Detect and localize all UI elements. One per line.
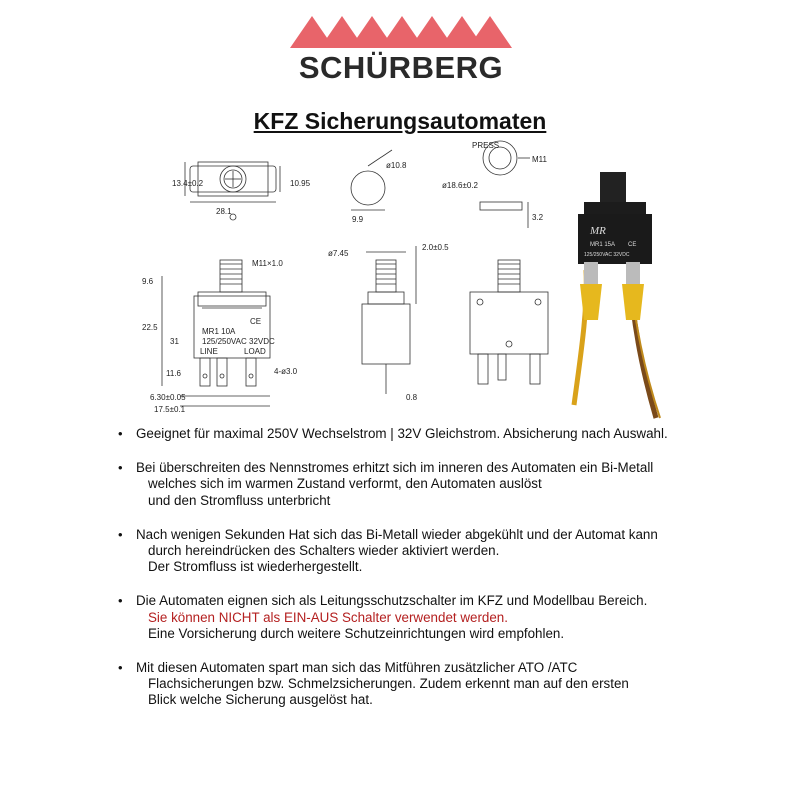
dim-96: 9.6 [142, 277, 154, 286]
dim-175: 17.5±0.1 [154, 405, 186, 414]
photo-model: MR1 15A [590, 242, 616, 248]
line-label: LINE [200, 347, 218, 356]
bullet-line: und den Stromfluss unterbricht [148, 492, 331, 508]
photo-rating: 125/250VAC 32VDC [584, 252, 630, 258]
dim-630: 6.30±0.05 [150, 393, 186, 402]
dim-cap-dia: ø18.6±0.2 [442, 181, 478, 190]
thread-label: M11×1.0 [252, 259, 283, 268]
bullet-line: Blick welche Sicherung ausgelöst hat. [148, 692, 373, 708]
list-item [116, 527, 736, 576]
cap-press-label: PRESS [472, 141, 500, 150]
dim-116: 11.6 [166, 369, 181, 378]
feature-list [116, 426, 736, 727]
list-item [116, 426, 736, 442]
load-label: LOAD [244, 347, 266, 356]
technical-drawing [140, 138, 570, 420]
dim-knob-dia: ø10.8 [386, 161, 407, 170]
dim-225: 22.5 [142, 323, 158, 332]
breaker-photo [570, 170, 680, 425]
bullet-line: Eine Vorsicherung durch weitere Schutzeinrichtungen wird empfohlen. [148, 625, 565, 641]
bullet-line: • Bei überschreiten des Nennstromes erhitzt sich im inneren des Automaten ein Bi-Metall [136, 460, 654, 476]
bullet-line: Der Stromfluss ist wiederhergestellt. [148, 559, 363, 575]
bullet-line: • Nach wenigen Sekunden Hat sich das Bi-Metall wieder abgekühlt und der Automat kann [136, 526, 658, 542]
body-text-1: MR1 10A [202, 327, 236, 336]
photo-ce: CE [628, 242, 637, 248]
list-item [116, 460, 736, 509]
dim-08: 0.8 [406, 393, 418, 402]
dim-cap-thick: 3.2 [532, 213, 544, 222]
bullet-line: Flachsicherungen bzw. Schmelzsicherungen. Zudem erkennt man auf den ersten [148, 676, 629, 692]
dim-top-height: 13.4±0.2 [172, 179, 204, 188]
bullet-line: durch hereindrücken des Schalters wieder aktiviert werden. [148, 543, 500, 559]
dim-top-width: 28.1 [216, 207, 232, 216]
ce-mark: CE [250, 317, 262, 326]
photo-brand: MR [590, 225, 606, 237]
dim-knob-width: 9.9 [352, 215, 364, 224]
dim-31: 31 [170, 337, 179, 346]
dim-top-height2: 10.95 [290, 179, 311, 188]
brand-name: SCHÜRBERG [298, 50, 504, 85]
bullet-line: • Geeignet für maximal 250V Wechselstrom | 32V Gleichstrom. Absicherung nach Auswahl. [136, 426, 668, 441]
dim-hole: 4-ø3.0 [274, 367, 298, 376]
list-item [116, 660, 736, 709]
dim-745: ø7.45 [328, 249, 349, 258]
list-item [116, 593, 736, 642]
page-title: KFZ Sicherungsautomaten [253, 108, 547, 134]
bullet-line: • Mit diesen Automaten spart man sich das Mitführen zusätzlicher ATO /ATC [136, 660, 578, 676]
bullet-line: welches sich im warmen Zustand verformt, den Automaten auslöst [148, 476, 542, 492]
dim-20: 2.0±0.5 [422, 243, 449, 252]
cap-mr-label: M11 [532, 155, 547, 164]
body-text-2: 125/250VAC 32VDC [202, 337, 275, 346]
warning-line: Sie können NICHT als EIN-AUS Schalter verwendet werden. [148, 609, 508, 625]
bullet-line: • Die Automaten eignen sich als Leitungsschutzschalter im KFZ und Modellbau Bereich. [136, 593, 648, 609]
